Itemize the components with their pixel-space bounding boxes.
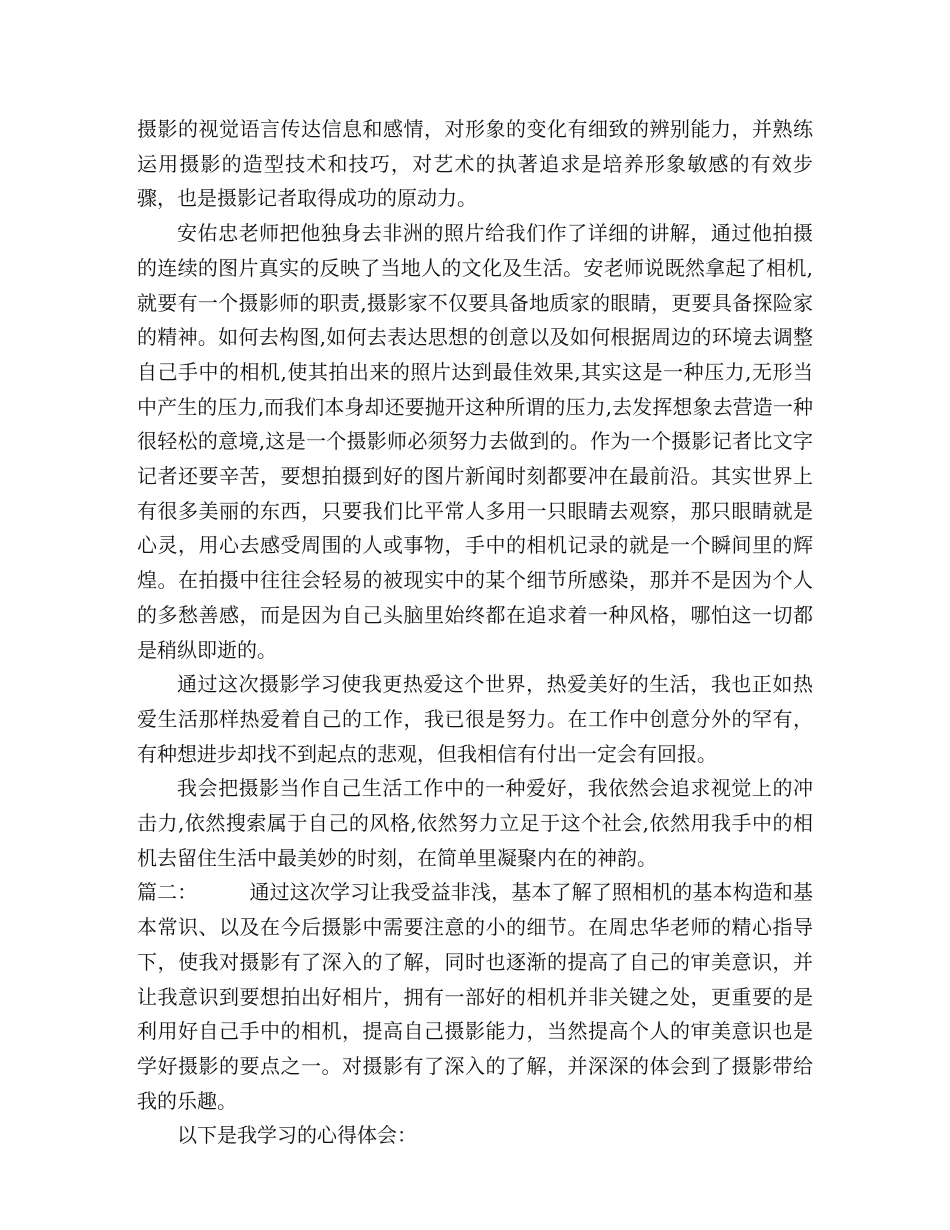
section-label: 篇二： [137, 880, 198, 905]
paragraph-hobby: 我会把摄影当作自己生活工作中的一种爱好，我依然会追求视觉上的冲击力,依然搜索属于自己的风格,依然努力立足于这个社会,依然用我手中的相机去留住生活中最美妙的时刻，在简单里凝聚内在的神韵。 [137, 776, 813, 870]
paragraph-teacher-an: 安佑忠老师把他独身去非洲的照片给我们作了详细的讲解，通过他拍摄的连续的图片真实的反映了当地人的文化及生活。安老师说既然拿起了相机,就要有一个摄影师的职责,摄影家不仅要具备地质家的眼睛，更要具备探险家的精神。如何去构图,如何去表达思想的创意以及如何根据周边的环境去调整自己手中的相机,使其拍出来的照片达到最佳效果,其实这是一种压力,无形当中产生的压力,而我们本身却还要抛开这种所谓的压力,去发挥想象去营造一种很轻松的意境,这是一个摄影师必须努力去做到的。作为一个摄影记者比文字记者还要辛苦，要想拍摄到好的图片新闻时刻都要冲在最前沿。其实世界上有很多美丽的东西，只要我们比平常人多用一只眼睛去观察，那只眼睛就是心灵，用心去感受周围的人或事物，手中的相机记录的就是一个瞬间里的辉煌。在拍摄中往往会轻易的被现实中的某个细节所感染，那并不是因为个人的多愁善感，而是因为自己头脑里始终都在追求着一种风格，哪怕这一切都是稍纵即逝的。 [137, 221, 813, 662]
paragraph-part-two [137, 875, 813, 1118]
document-body [137, 112, 813, 1153]
paragraph-part-two-text: 通过这次学习让我受益非浅，基本了解了照相机的基本构造和基本常识、以及在今后摄影中需要注意的小的细节。在周忠华老师的精心指导下，使我对摄影有了深入的了解，同时也逐渐的提高了自己的审美意识，并让我意识到要想拍出好相片，拥有一部好的相机并非关键之处，更重要的是利用好自己手中的相机，提高自己摄影能力，当然提高个人的审美意识也是学好摄影的要点之一。对摄影有了深入的了解，并深深的体会到了摄影带给我的乐趣。 [137, 880, 814, 1113]
paragraph-visual-language: 摄影的视觉语言传达信息和感情，对形象的变化有细致的辨别能力，并熟练运用摄影的造型技术和技巧，对艺术的执著追求是培养形象敏感的有效步骤，也是摄影记者取得成功的原动力。 [137, 117, 813, 211]
paragraph-love-world: 通过这次摄影学习使我更热爱这个世界，热爱美好的生活，我也正如热爱生活那样热爱着自己的工作，我已很是努力。在工作中创意分外的罕有，有种想进步却找不到起点的悲观，但我相信有付出一定会有回报。 [137, 672, 813, 766]
paragraph-following: 以下是我学习的心得体会： [177, 1123, 417, 1148]
